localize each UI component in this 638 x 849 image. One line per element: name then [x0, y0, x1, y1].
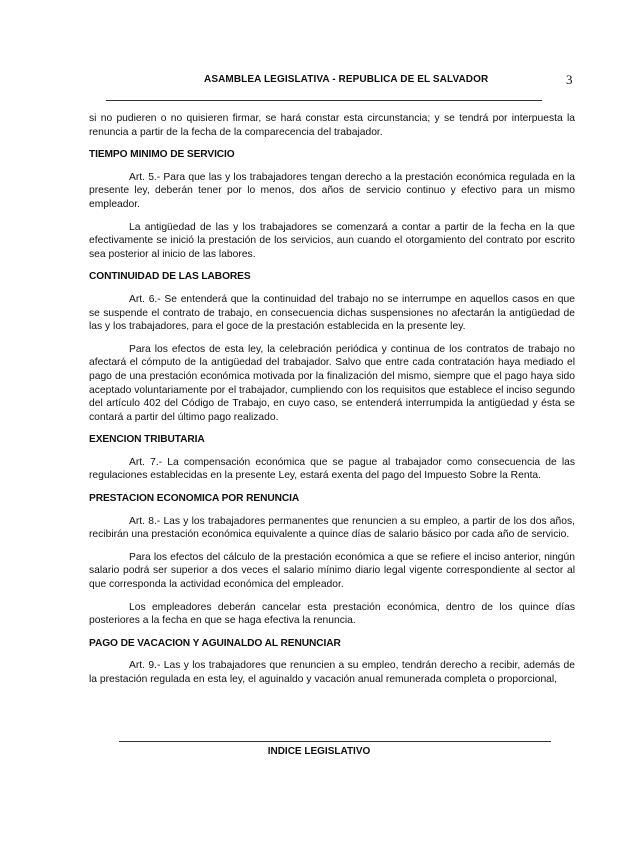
footer-rule: [119, 741, 551, 742]
section-heading: EXENCION TRIBUTARIA: [89, 434, 205, 446]
section-heading: TIEMPO MINIMO DE SERVICIO: [89, 149, 235, 161]
header-rule: [106, 100, 542, 101]
article-paragraph: Los empleadores deberán cancelar esta prestación económica, dentro de los quince días posteriores a la fecha en que se haga efectiva la renuncia.: [89, 601, 575, 627]
section-heading: PRESTACION ECONOMICA POR RENUNCIA: [89, 493, 300, 505]
page-number: 3: [566, 72, 573, 87]
article-paragraph: Para los efectos del cálculo de la prestación económica a que se refiere el inciso anterior, ningún salario podrá ser superior a dos veces el salario mínimo diario legal vigente correspondiente al sector al que corresponda la actividad económica del empleador.: [89, 551, 575, 591]
page-header: [0, 74, 638, 90]
article-paragraph: La antigüedad de las y los trabajadores se comenzará a contar a partir de la fecha en la que efectivamente se inició la prestación de los servicios, aun cuando el otorgamiento del contrato por escrito sea posterior al inicio de las labores.: [89, 221, 575, 260]
article-paragraph: Art. 8.- Las y los trabajadores permanentes que renuncien a su empleo, a partir de los dos años, recibirán una prestación económica equivalente a quince días de salario básico por cada año de servicio.: [89, 515, 575, 541]
paragraph-continuation: si no pudieren o no quisieren firmar, se hará constar esta circunstancia; y se tendrá por interpuesta la renuncia a partir de la fecha de la comparecencia del trabajador.: [89, 113, 575, 138]
article-paragraph: Para los efectos de esta ley, la celebración periódica y continua de los contratos de trabajo no afectará el cómputo de la antigüedad del trabajador. Salvo que entre cada contratación haya mediado el pago de una prestación económica motivada por la finalización del mismo, siempre que el pago haya sido aceptado voluntariamente por el trabajador, cumpliendo con los requisitos que establece el inciso segundo del artículo 402 del Código de Trabajo, en cuyo caso, se entenderá interrumpida la antigüedad y ésta se contará a partir del último pago realizado.: [89, 343, 575, 423]
header-title: ASAMBLEA LEGISLATIVA - REPUBLICA DE EL SALVADOR: [204, 74, 489, 85]
article-paragraph: Art. 7.- La compensación económica que se pague al trabajador como consecuencia de las regulaciones establecidas en la presente Ley, estará exenta del pago del Impuesto Sobre la Renta.: [89, 456, 575, 482]
document-body: [89, 112, 575, 696]
article-paragraph: Art. 9.- Las y los trabajadores que renuncien a su empleo, tendrán derecho a recibir, además de la prestación regulada en esta ley, el aguinaldo y vacación anual remunerada completa o proporcional,: [89, 660, 575, 685]
article-paragraph: Art. 6.- Se entenderá que la continuidad del trabajo no se interrumpe en aquellos casos en que se suspende el contrato de trabajo, en consecuencia dichas suspensiones no afectarán la antigüedad de las y los trabajadores, para el goce de la prestación establecida en la presente ley.: [89, 293, 575, 333]
section-heading: CONTINUIDAD DE LAS LABORES: [89, 271, 251, 283]
page-footer: INDICE LEGISLATIVO: [267, 746, 371, 757]
article-paragraph: Art. 5.- Para que las y los trabajadores tengan derecho a la prestación económica regulada en la presente ley, deberán tener por lo menos, dos años de servicio continuo y efectivo para un mismo empleador.: [89, 171, 575, 210]
section-heading: PAGO DE VACACION Y AGUINALDO AL RENUNCIAR: [89, 637, 341, 649]
